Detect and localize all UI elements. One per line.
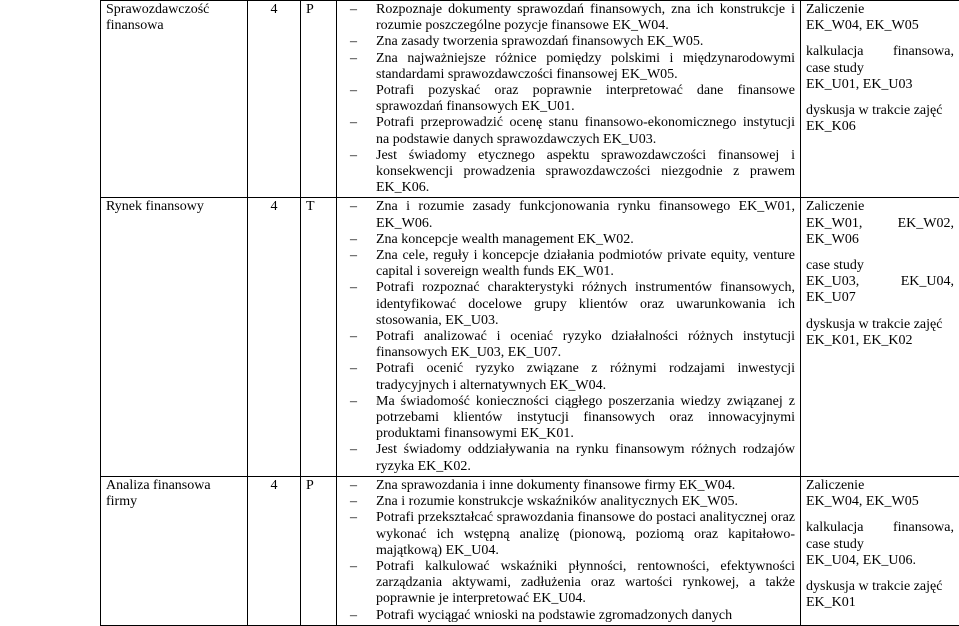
assessment-spacer xyxy=(806,248,954,258)
learning-effect-text: Potrafi pozyskać oraz poprawnie interpretować dane finansowe sprawozdań finansowych EK_U01. xyxy=(376,83,795,114)
assessment-spacer xyxy=(806,34,954,44)
assessment-line: EK_K06 xyxy=(806,119,954,135)
dash-bullet-icon: – xyxy=(350,83,357,99)
assessment-line: EK_U03, EK_U04, EK_U07 xyxy=(806,274,954,306)
learning-effect-item xyxy=(342,2,795,34)
dash-bullet-icon: – xyxy=(350,559,357,575)
learning-effect-text: Zna i rozumie zasady funkcjonowania rynku finansowego EK_W01, EK_W06. xyxy=(376,199,795,230)
learning-effects-cell xyxy=(337,476,801,625)
syllabus-rows xyxy=(101,1,959,626)
dash-bullet-icon: – xyxy=(350,608,357,624)
assessment-line: EK_K01, EK_K02 xyxy=(806,333,954,349)
assessment-line: EK_W04, EK_W05 xyxy=(806,494,954,510)
learning-effect-text: Potrafi ocenić ryzyko związane z różnymi rodzajami inwestycji tradycyjnych i alternatywnych EK_W04. xyxy=(376,361,795,392)
assessment-spacer xyxy=(806,93,954,103)
learning-effect-item xyxy=(342,34,795,50)
learning-effect-text: Potrafi analizować i oceniać ryzyko działalności różnych instytucji finansowych EK_U03, EK_U07. xyxy=(376,329,795,360)
dash-bullet-icon: – xyxy=(350,280,357,296)
learning-effect-text: Rozpoznaje dokumenty sprawozdań finansowych, zna ich konstrukcje i rozumie poszczególne pozycje finansowe EK_W04. xyxy=(376,2,795,33)
learning-effect-item xyxy=(342,83,795,115)
dash-bullet-icon: – xyxy=(350,115,357,131)
form-cell: P xyxy=(301,476,337,625)
dash-bullet-icon: – xyxy=(350,232,357,248)
dash-bullet-icon: – xyxy=(350,494,357,510)
learning-effect-item xyxy=(342,394,795,443)
assessment-spacer xyxy=(806,307,954,317)
dash-bullet-icon: – xyxy=(350,361,357,377)
learning-effect-item xyxy=(342,115,795,147)
learning-effect-text: Zna koncepcje wealth management EK_W02. xyxy=(376,232,634,247)
dash-bullet-icon: – xyxy=(350,478,357,494)
learning-effects-list xyxy=(342,478,795,624)
learning-effect-item xyxy=(342,510,795,559)
learning-effect-text: Potrafi rozpoznać charakterystyki różnych instrumentów finansowych, identyfikować docelowe grupy klientów oraz uwarunkowania ich stosowania, EK_U03. xyxy=(376,280,795,327)
learning-effect-text: Potrafi przekształcać sprawozdania finansowe do postaci analitycznej oraz wykonać ich wstępną analizę (pionową, poziomą oraz kapitałowo-majątkową) EK_U04. xyxy=(376,510,795,557)
learning-effect-text: Zna sprawozdania i inne dokumenty finansowe firmy EK_W04. xyxy=(376,478,735,493)
dash-bullet-icon: – xyxy=(350,394,357,410)
dash-bullet-icon: – xyxy=(350,51,357,67)
assessment-line: EK_W04, EK_W05 xyxy=(806,18,954,34)
learning-effect-item xyxy=(342,232,795,248)
form-cell: P xyxy=(301,1,337,198)
learning-effect-text: Jest świadomy etycznego aspektu sprawozdawczości finansowej i konsekwencji prowadzenia sprawozdawczości niezgodnie z prawem EK_K06. xyxy=(376,148,795,195)
assessment-line: dyskusja w trakcie zajęć xyxy=(806,579,954,595)
learning-effect-text: Jest świadomy oddziaływania na rynku finansowym różnych rodzajów ryzyka EK_K02. xyxy=(376,442,795,473)
assessment-line: EK_W01, EK_W02, EK_W06 xyxy=(806,216,954,248)
learning-effect-item xyxy=(342,329,795,361)
assessment-line: dyskusja w trakcie zajęć xyxy=(806,103,954,119)
learning-effects-cell xyxy=(337,198,801,476)
assessment-spacer xyxy=(806,569,954,579)
learning-effect-text: Ma świadomość konieczności ciągłego poszerzania wiedzy związanej z potrzebami klientów instytucji finansowych oraz innowacyjnymi produktami finansowymi EK_K01. xyxy=(376,394,795,441)
learning-effect-item xyxy=(342,442,795,474)
assessment-cell xyxy=(801,198,959,476)
learning-effect-text: Potrafi przeprowadzić ocenę stanu finansowo-ekonomicznego instytucji na podstawie danych sprawozdawczych EK_U03. xyxy=(376,115,795,146)
syllabus-table xyxy=(100,0,959,626)
syllabus-row xyxy=(101,476,959,625)
assessment-line: EK_K01 xyxy=(806,595,954,611)
subject-name: Rynek finansowy xyxy=(101,198,248,476)
learning-effect-item xyxy=(342,199,795,231)
learning-effect-item xyxy=(342,148,795,197)
assessment-cell xyxy=(801,1,959,198)
learning-effect-item xyxy=(342,494,795,510)
hours-cell: 4 xyxy=(248,198,301,476)
dash-bullet-icon: – xyxy=(350,442,357,458)
syllabus-row xyxy=(101,1,959,198)
learning-effect-text: Potrafi kalkulować wskaźniki płynności, rentowności, efektywności zarządzania aktywami, zadłużenia oraz wartości rynkowej, a także poprawnie je interpretować EK_U04. xyxy=(376,559,795,606)
learning-effect-item xyxy=(342,280,795,329)
learning-effect-text: Zna najważniejsze różnice pomiędzy polskimi i międzynarodowymi standardami sprawozdawczości finansowej EK_W05. xyxy=(376,51,795,82)
dash-bullet-icon: – xyxy=(350,34,357,50)
assessment-line: EK_U01, EK_U03 xyxy=(806,77,954,93)
learning-effect-text: Zna i rozumie konstrukcje wskaźników analitycznych EK_W05. xyxy=(376,494,738,509)
form-cell: T xyxy=(301,198,337,476)
dash-bullet-icon: – xyxy=(350,2,357,18)
hours-cell: 4 xyxy=(248,1,301,198)
learning-effect-text: Zna cele, reguły i koncepcje działania podmiotów private equity, venture capital i sovereign wealth funds EK_W01. xyxy=(376,248,795,279)
learning-effects-list xyxy=(342,199,795,474)
learning-effect-item xyxy=(342,51,795,83)
dash-bullet-icon: – xyxy=(350,248,357,264)
dash-bullet-icon: – xyxy=(350,329,357,345)
learning-effects-list xyxy=(342,2,795,196)
assessment-line: Zaliczenie xyxy=(806,2,954,18)
syllabus-row xyxy=(101,198,959,476)
dash-bullet-icon: – xyxy=(350,148,357,164)
subject-name: Analiza finansowa firmy xyxy=(101,476,248,625)
learning-effect-text: Zna zasady tworzenia sprawozdań finansowych EK_W05. xyxy=(376,34,703,49)
assessment-line: EK_U04, EK_U06. xyxy=(806,553,954,569)
learning-effect-text: Potrafi wyciągać wnioski na podstawie zgromadzonych danych xyxy=(376,608,732,623)
learning-effect-item xyxy=(342,559,795,608)
assessment-line: Zaliczenie xyxy=(806,199,954,215)
hours-cell: 4 xyxy=(248,476,301,625)
assessment-line: case study xyxy=(806,258,954,274)
assessment-line: kalkulacja finansowa, case study xyxy=(806,44,954,76)
learning-effect-item xyxy=(342,608,795,624)
learning-effects-cell xyxy=(337,1,801,198)
assessment-line: dyskusja w trakcie zajęć xyxy=(806,317,954,333)
assessment-cell xyxy=(801,476,959,625)
dash-bullet-icon: – xyxy=(350,199,357,215)
assessment-line: Zaliczenie xyxy=(806,478,954,494)
learning-effect-item xyxy=(342,361,795,393)
dash-bullet-icon: – xyxy=(350,510,357,526)
learning-effect-item xyxy=(342,248,795,280)
page-margin xyxy=(0,0,100,608)
learning-effect-item xyxy=(342,478,795,494)
assessment-line: kalkulacja finansowa, case study xyxy=(806,520,954,552)
subject-name: Sprawozdawczość finansowa xyxy=(101,1,248,198)
assessment-spacer xyxy=(806,510,954,520)
